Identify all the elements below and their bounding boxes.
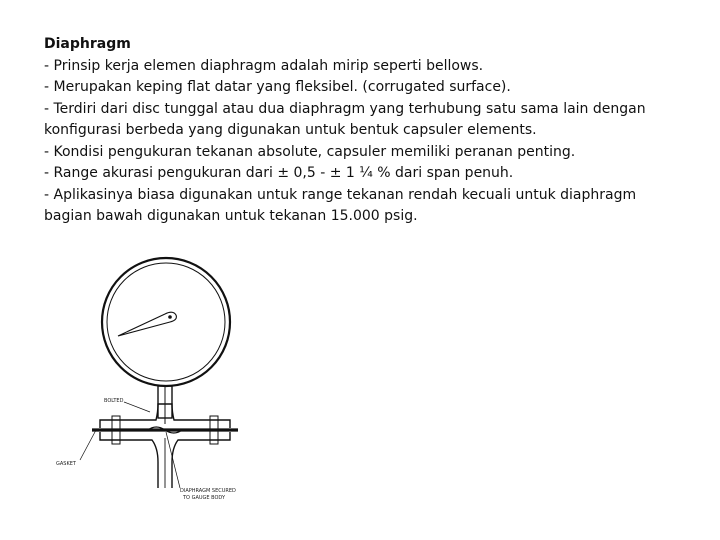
bullet-line-1: - Prinsip kerja elemen diaphragm adalah mirip seperti bellows. bbox=[44, 57, 484, 74]
bullet-line-4: - Kondisi pengukuran tekanan absolute, capsuler memiliki peranan penting. bbox=[44, 143, 576, 160]
document-body bbox=[44, 34, 684, 228]
gauge-dial-inner bbox=[107, 263, 225, 381]
bullet-line-5: - Range akurasi pengukuran dari ± 0,5 - ± 1 ¼ % dari span penuh. bbox=[44, 165, 514, 181]
needle-pivot bbox=[168, 315, 172, 319]
label-gasket: GASKET bbox=[56, 461, 76, 467]
label-to-gauge-body: TO GAUGE BODY bbox=[183, 495, 226, 501]
gasket-leader bbox=[80, 430, 96, 460]
gauge-dial-outer bbox=[102, 258, 230, 386]
label-bolted: BOLTED bbox=[104, 398, 124, 404]
diaphragm-gauge-svg bbox=[52, 252, 292, 512]
gauge-needle bbox=[118, 312, 176, 336]
label-diaphragm-secured: DIAPHRAGM SECURED bbox=[180, 488, 236, 494]
bolted-leader bbox=[124, 402, 150, 412]
bullet-line-6: - Aplikasinya biasa digunakan untuk range tekanan rendah kecuali untuk diaphragm bagian bawah digunakan untuk tekanan 15.000 psig. bbox=[44, 186, 637, 224]
bullet-line-3: - Terdiri dari disc tunggal atau dua diaphragm yang terhubung satu sama lain dengan konfigurasi berbeda yang digunakan untuk bentuk capsuler elements. bbox=[44, 100, 646, 138]
bullet-line-2: - Merupakan keping flat datar yang fleksibel. (corrugated surface). bbox=[44, 79, 511, 95]
page-title: Diaphragm bbox=[44, 36, 131, 52]
diaphragm-gauge-diagram bbox=[52, 252, 292, 512]
